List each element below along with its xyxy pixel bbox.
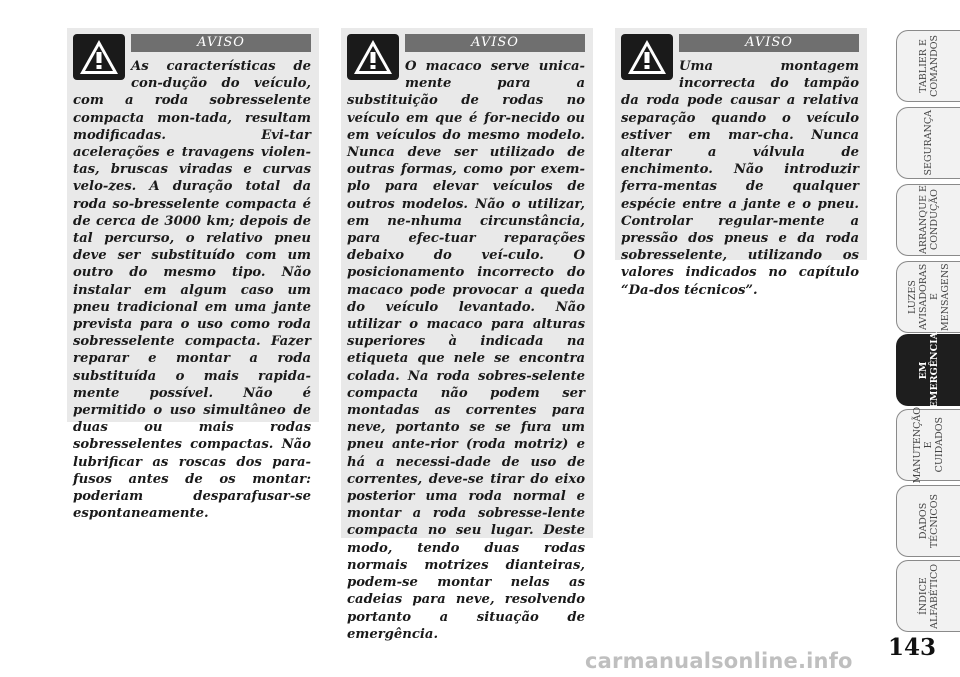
tab-label: LUZES AVISADORAS E MENSAGENS — [906, 263, 951, 331]
aviso-heading: AVISO — [131, 34, 311, 52]
tab-em-emergencia[interactable] — [896, 331, 960, 409]
tab-label: MANUTENÇÃO E CUIDADOS — [912, 406, 945, 484]
tab-tablier-comandos[interactable] — [896, 30, 960, 102]
tab-arranque-conducao[interactable] — [896, 184, 960, 256]
warning-text: Uma montagem incorrecta do tampão da roda pode causar a relativa separação quando o veículo estiver em mar-cha. Nunca alterar a válvula de enchimento. Não introduzir ferra-mentas de qualquer espécie entre a jante e o pneu. Controlar regular-mente a pressão dos pneus e da roda sobresselente, utilizando os valores indicados no capítulo “Da-dos técnicos”. — [621, 59, 859, 298]
warning-text: As características de con-dução do veículo, com a roda sobresselente compacta mon-tada, resultam modificadas. Evi-tar acelerações e travagens violen-tas, bruscas viradas e curvas velo-zes. A duração total da roda so-bresselente compacta é de cerca de 3000 km; depois de tal percurso, o relativo pneu deve ser substituído com um outro do mesmo tipo. Não instalar em algum caso um pneu tradicional em uma jante prevista para o uso como roda sobresselente compacta. Fazer reparar e montar a roda substituída o mais rapida-mente possível. Não é permitido o uso simultâneo de duas ou mais rodas sobresselentes compactas. Não lubrificar as roscas dos para-fusos antes de os montar: poderiam desparafusar-se espontaneamente. — [73, 59, 311, 522]
tab-manutencao-cuidados[interactable] — [896, 406, 960, 484]
tab-label: SEGURANÇA — [923, 110, 934, 176]
warning-triangle-icon — [621, 34, 673, 80]
watermark: carmanualsonline.info — [585, 649, 853, 673]
tab-label: EM EMERGÊNCIA — [917, 331, 940, 409]
tab-label: DADOS TÉCNICOS — [917, 493, 940, 549]
aviso-heading: AVISO — [679, 34, 859, 52]
tab-seguranca[interactable] — [896, 107, 960, 179]
warning-triangle-icon — [73, 34, 125, 80]
warning-box-1 — [67, 28, 319, 522]
warning-text: O macaco serve unica-mente para a substituição de rodas no veículo em que é for-necido ou em veículos do mesmo modelo. Nunca deve ser utilizado de outras formas, como por exem-plo para elevar veículos de outros modelos. Não o utilizar, em ne-nhuma circunstância, para efec-tuar reparações debaixo do veí-culo. O posicionamento incorrecto do macaco pode provocar a queda do veículo levantado. Não utilizar o macaco para alturas superiores à indicada na etiqueta que nele se encontra colada. Na roda sobres-selente compacta não podem ser montadas as correntes para neve, portanto se se fura um pneu ante-rior (roda motriz) e há a necessi-dade de uso de correntes, deve-se tirar do eixo posterior uma roda normal e montar a roda sobresse-lente compacta no seu lugar. Deste modo, tendo duas rodas normais motrizes dianteiras, podem-se montar nelas as cadeias para neve, resolvendo portanto a situação de emergência. — [347, 59, 585, 642]
warning-triangle-icon — [347, 34, 399, 80]
aviso-heading: AVISO — [405, 34, 585, 52]
tab-label: ÍNDICE ALFABÉTICO — [917, 563, 940, 629]
warning-box-2 — [341, 28, 593, 642]
tab-indice-alfabetico[interactable] — [896, 560, 960, 632]
tab-dados-tecnicos[interactable] — [896, 485, 960, 557]
tab-luzes-avisadoras[interactable] — [896, 261, 960, 333]
tab-label: TABLIER E COMANDOS — [917, 35, 940, 97]
page-number: 143 — [888, 634, 937, 661]
warning-box-3 — [615, 28, 867, 298]
tab-label: ARRANQUE E CONDUÇÃO — [917, 185, 940, 255]
